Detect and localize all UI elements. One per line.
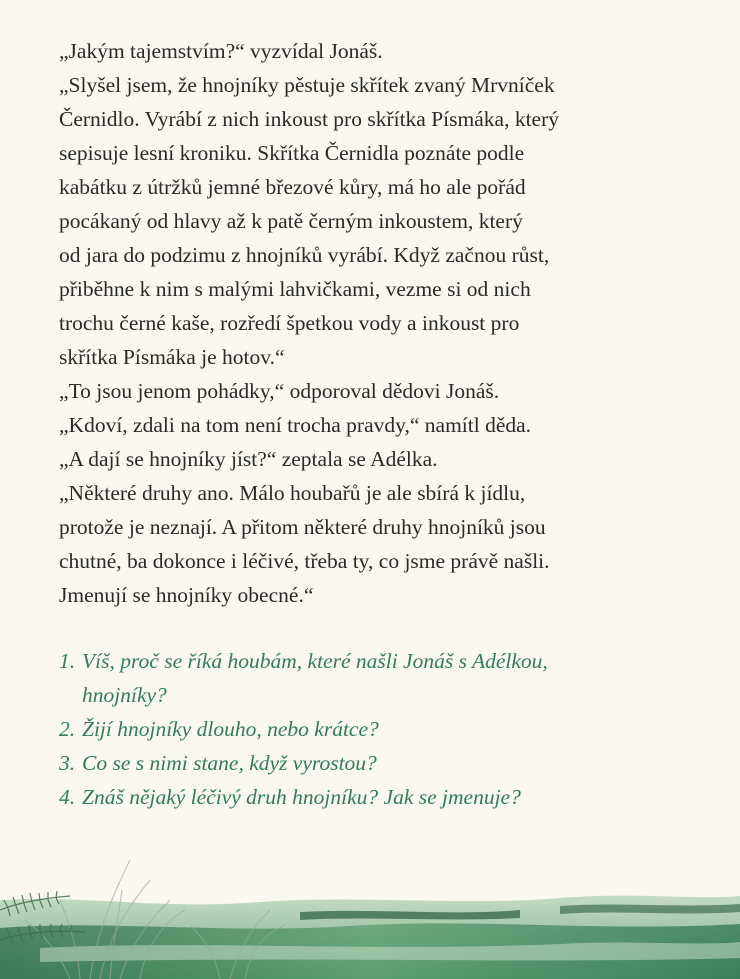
story-line: přiběhne k nim s malými lahvičkami, vezme si od nich — [59, 277, 531, 301]
question-item — [59, 712, 699, 746]
story-line: trochu černé kaše, rozředí špetkou vody a inkoust pro — [59, 311, 520, 335]
story-line: „A dají se hnojníky jíst?“ zeptala se Adélka. — [59, 447, 438, 471]
story-line: Černidlo. Vyrábí z nich inkoust pro skřítka Písmáka, který — [59, 107, 560, 131]
story-line: „To jsou jenom pohádky,“ odporoval dědovi Jonáš. — [59, 379, 500, 403]
question-item — [59, 644, 699, 712]
story-line: sepisuje lesní kroniku. Skřítka Černidla poznáte podle — [59, 141, 525, 165]
question-number: 4. — [59, 785, 76, 809]
question-text: Co se s nimi stane, když vyrostou? — [82, 751, 377, 775]
question-text-continuation: hnojníky? — [82, 683, 167, 707]
question-item — [59, 746, 699, 780]
story-line: protože je neznají. A přitom některé druhy hnojníků jsou — [59, 515, 546, 539]
question-text: Žijí hnojníky dlouho, nebo krátce? — [82, 717, 379, 741]
question-number: 2. — [59, 717, 76, 741]
story-line: chutné, ba dokonce i léčivé, třeba ty, co jsme právě našli. — [59, 549, 550, 573]
story-text — [59, 34, 699, 612]
story-line: Jmenují se hnojníky obecné.“ — [59, 583, 314, 607]
question-text: Znáš nějaký léčivý druh hnojníku? Jak se jmenuje? — [82, 785, 521, 809]
grass-illustration — [0, 840, 740, 979]
story-line: „Některé druhy ano. Málo houbařů je ale sbírá k jídlu, — [59, 481, 526, 505]
question-list — [59, 644, 699, 814]
question-text: Víš, proč se říká houbám, které našli Jonáš s Adélkou, — [82, 649, 548, 673]
story-line: od jara do podzimu z hnojníků vyrábí. Když začnou růst, — [59, 243, 550, 267]
story-line: „Slyšel jsem, že hnojníky pěstuje skřítek zvaný Mrvníček — [59, 73, 555, 97]
story-line: skřítka Písmáka je hotov.“ — [59, 345, 285, 369]
story-line: „Jakým tajemstvím?“ vyzvídal Jonáš. — [59, 39, 383, 63]
story-line: „Kdoví, zdali na tom není trocha pravdy,“ namítl děda. — [59, 413, 532, 437]
story-line: kabátku z útržků jemné březové kůry, má ho ale pořád — [59, 175, 526, 199]
ground-dark-streak — [560, 904, 740, 914]
story-line: pocákaný od hlavy až k patě černým inkoustem, který — [59, 209, 523, 233]
question-number: 3. — [59, 751, 76, 775]
question-number: 1. — [59, 649, 76, 673]
question-item — [59, 780, 699, 814]
